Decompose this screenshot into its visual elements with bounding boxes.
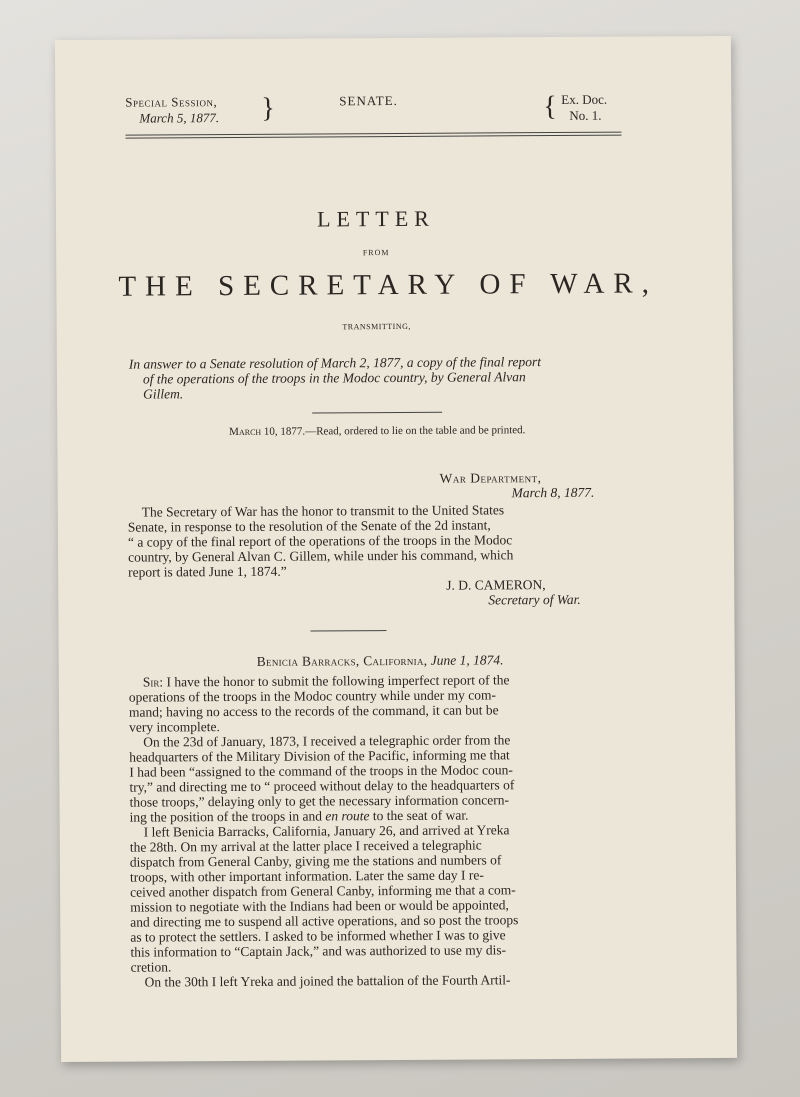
report-line: ceived another dispatch from General Canby, informing me that a com- xyxy=(130,882,516,900)
page-content xyxy=(118,91,659,990)
transmittal-line: The Secretary of War has the honor to transmit to the United States xyxy=(141,502,505,520)
war-department-date: March 8, 1877. xyxy=(511,484,595,501)
answer-line: In answer to a Senate resolution of March 2, 1877, a copy of the final report xyxy=(128,354,541,372)
salutation: Sir xyxy=(142,674,160,690)
transmittal-line: Senate, in response to the resolution of the Senate of the 2d instant, xyxy=(127,517,491,535)
session-block xyxy=(125,94,219,127)
report-line: : I have the honor to submit the following imperfect report of the xyxy=(159,672,510,690)
report-line: dispatch from General Canby, giving me the stations and numbers of xyxy=(129,852,502,870)
title-from: FROM xyxy=(362,248,390,258)
signature-title: Secretary of War. xyxy=(488,591,581,608)
report-place: Benicia Barracks, California, xyxy=(256,652,428,669)
report-paragraph-2 xyxy=(129,732,630,825)
title-letter: LETTER xyxy=(316,205,435,232)
doc-type: Ex. Doc. xyxy=(561,91,608,107)
signature-name: J. D. CAMERON, xyxy=(446,577,546,593)
report-line: operations of the troops in the Modoc country while under my com- xyxy=(128,687,496,705)
report-line-pre: ing the position of the troops in and xyxy=(129,808,326,825)
transmittal-line: “ a copy of the final report of the operations of the troops in the Modoc xyxy=(127,532,513,550)
report-line: I left Benicia Barracks, California, January 26, and arrived at Yreka xyxy=(143,822,510,840)
signature-block xyxy=(128,577,628,610)
report-line: and directing me to suspend all active operations, and so post the troops xyxy=(130,912,519,930)
report-line: headquarters of the Military Division of the Pacific, informing me that xyxy=(129,747,510,765)
report-line: as to protect the settlers. I asked to be informed whether I was to give xyxy=(130,927,506,945)
transmittal-line: country, by General Alvan C. Gillem, while under his command, which xyxy=(127,547,514,565)
report-paragraph-4 xyxy=(131,972,631,990)
report-line: very incomplete. xyxy=(129,719,220,735)
war-department-label: War Department, xyxy=(439,470,542,486)
report-line: On the 30th I left Yreka and joined the battalion of the Fourth Artil- xyxy=(144,972,511,990)
transmittal-paragraph xyxy=(128,502,628,580)
report-date: June 1, 1874. xyxy=(430,652,504,668)
transmittal-line: report is dated June 1, 1874.” xyxy=(128,563,287,580)
section-divider xyxy=(310,630,386,631)
title-secretary-of-war: THE SECRETARY OF WAR, xyxy=(118,267,659,303)
doc-number: No. 1. xyxy=(569,107,602,123)
report-line: I had been “assigned to the command of the troops in the Modoc coun- xyxy=(129,762,513,780)
report-paragraph-3 xyxy=(130,822,631,975)
answer-line: of the operations of the troops in the Modoc country, by General Alvan xyxy=(142,369,526,387)
report-line: this information to “Captain Jack,” and was authorized to use my dis- xyxy=(130,942,507,960)
right-brace-icon: { xyxy=(543,91,557,123)
report-line: cretion. xyxy=(130,959,172,975)
left-brace-icon: } xyxy=(261,92,275,124)
order-note xyxy=(127,422,627,441)
session-date: March 5, 1877. xyxy=(139,110,220,126)
report-line-post: to the seat of war. xyxy=(369,807,469,824)
en-route: en route xyxy=(325,808,370,824)
war-department-heading xyxy=(128,470,628,503)
section-divider xyxy=(312,412,442,414)
document-number-block xyxy=(561,92,607,124)
report-heading xyxy=(129,652,629,671)
order-note-date: March 10, 1877. xyxy=(229,425,306,439)
report-line: try,” and directing me to “ proceed without delay to the headquarters of xyxy=(129,777,515,795)
chamber-label: SENATE. xyxy=(339,92,398,109)
answer-line: Gillem. xyxy=(143,386,184,402)
report-line: the 28th. On my arrival at the latter place I received a telegraphic xyxy=(129,837,482,855)
report-line: mission to negotiate with the Indians had been or would be appointed, xyxy=(130,897,509,915)
answer-paragraph xyxy=(127,354,627,402)
order-note-text: —Read, ordered to lie on the table and be printed. xyxy=(305,424,526,438)
title-transmitting: TRANSMITTING, xyxy=(342,321,411,332)
report-line: those troops,” delaying only to get the necessary information concern- xyxy=(129,792,509,810)
report-line: troops, with other important information. Later the same day I re- xyxy=(129,867,484,885)
session-label: Special Session, xyxy=(125,94,218,110)
report-line: On the 23d of January, 1873, I received a telegraphic order from the xyxy=(143,732,511,750)
document-page xyxy=(55,36,737,1062)
report-paragraph-1 xyxy=(129,672,629,735)
report-line: mand; having no access to the records of the command, it can but be xyxy=(128,702,499,720)
document-header xyxy=(125,92,625,135)
